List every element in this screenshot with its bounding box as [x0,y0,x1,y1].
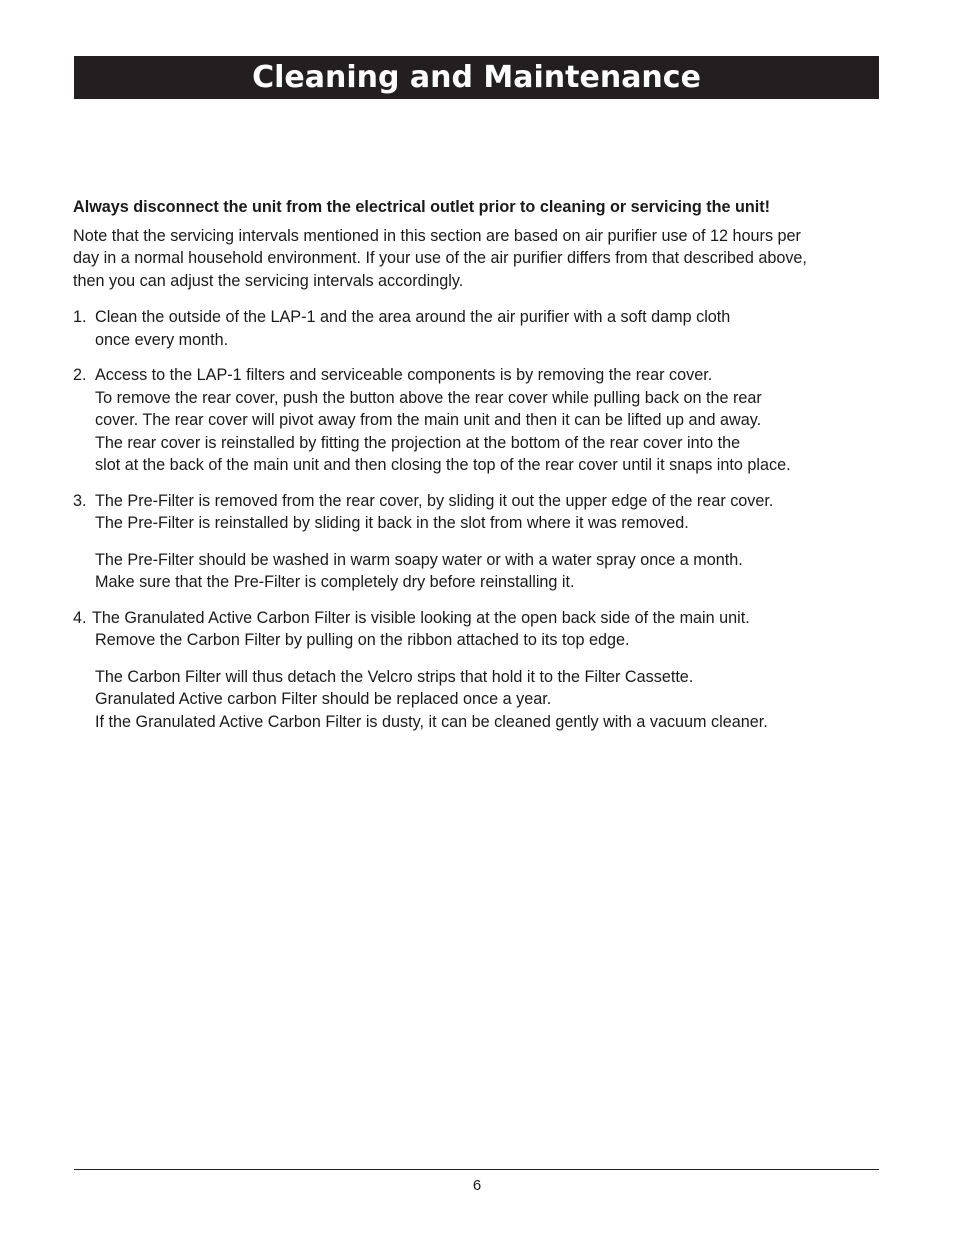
list-item-line: slot at the back of the main unit and then closing the top of the rear cover until it snaps into place. [95,456,791,474]
list-item [73,607,883,734]
list-item-line: once every month. [95,330,229,349]
list-item-body [92,607,883,734]
list-item-line: Remove the Carbon Filter by pulling on the ribbon attached to its top edge. [95,631,630,649]
list-item-line: cover. The rear cover will pivot away from the main unit and then it can be lifted up and away. [95,411,762,429]
list-item-paragraph [95,666,883,734]
main-content [73,196,883,746]
list-item-paragraph [95,549,883,594]
list-item-line: Make sure that the Pre-Filter is completely dry before reinstalling it. [95,573,575,591]
servicing-note [73,225,883,293]
list-item-line: If the Granulated Active Carbon Filter is dusty, it can be cleaned gently with a vacuum cleaner. [95,712,768,731]
list-item-paragraph [95,364,883,477]
list-item-line: The Pre-Filter is reinstalled by sliding it back in the slot from where it was removed. [95,514,689,532]
list-item-line: The Pre-Filter is removed from the rear cover, by sliding it out the upper edge of the rear cover. [95,491,774,510]
list-item-number: 2. [73,366,87,384]
list-item-line: Clean the outside of the LAP-1 and the area around the air purifier with a soft damp cloth [95,308,731,326]
list-item [73,364,883,477]
list-item-line: Access to the LAP-1 filters and serviceable components is by removing the rear cover. [95,366,713,384]
list-item [73,306,883,351]
list-item-paragraph [95,306,883,351]
safety-warning: Always disconnect the unit from the electrical outlet prior to cleaning or servicing the unit! [73,198,771,216]
list-item-line: The rear cover is reinstalled by fitting the projection at the bottom of the rear cover into the [95,433,741,452]
note-line: Note that the servicing intervals mentioned in this section are based on air purifier use of 12 hours per [73,226,801,245]
note-line: then you can adjust the servicing intervals accordingly. [73,271,464,290]
list-item-paragraph [92,607,883,652]
list-item-body [95,490,883,594]
footer-divider [74,1169,879,1170]
note-line: day in a normal household environment. If your use of the air purifier differs from that described above, [73,249,807,267]
section-title-bar [74,56,879,99]
page-title: Cleaning and Maintenance [252,59,701,95]
page-number: 6 [472,1177,482,1194]
list-item-line: Granulated Active carbon Filter should be replaced once a year. [95,690,552,708]
list-item-line: The Pre-Filter should be washed in warm soapy water or with a water spray once a month. [95,550,743,569]
list-item-number: 4. [73,608,87,627]
list-item-line: The Carbon Filter will thus detach the Velcro strips that hold it to the Filter Cassette. [95,667,694,686]
list-item-line: To remove the rear cover, push the button above the rear cover while pulling back on the rear [95,388,762,407]
list-item-number: 1. [73,308,87,326]
list-item-number: 3. [73,491,87,510]
list-item [73,490,883,594]
list-item-line: The Granulated Active Carbon Filter is visible looking at the open back side of the main unit. [92,608,750,627]
list-item-paragraph [95,490,883,535]
list-item-body [95,306,883,351]
list-item-body [95,364,883,477]
